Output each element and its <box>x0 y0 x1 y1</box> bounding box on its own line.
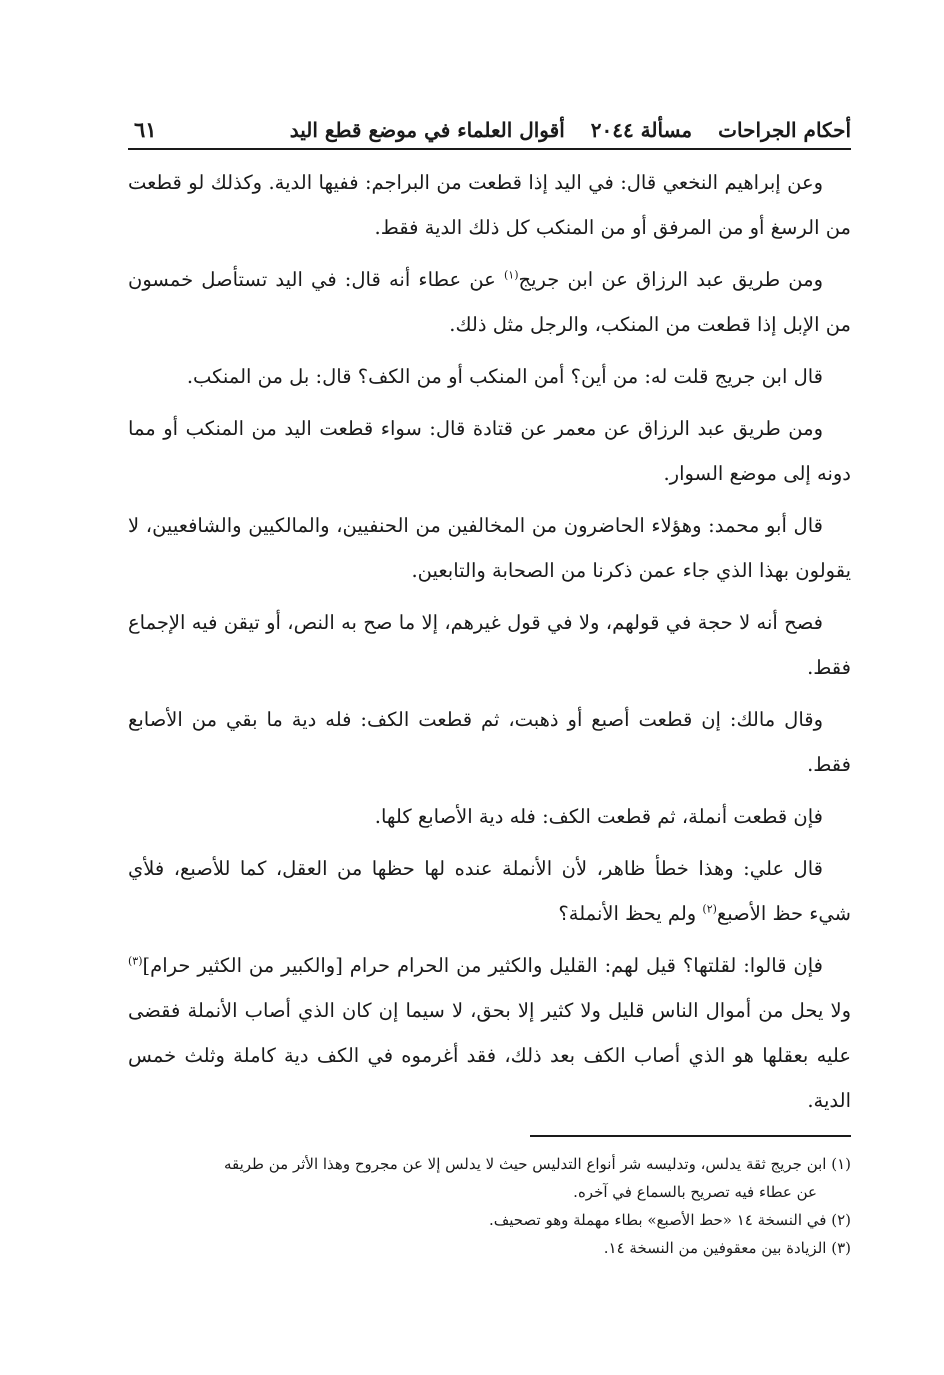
paragraph: قال علي: وهذا خطأ ظاهر، لأن الأنملة عنده لها حظها من العقل، كما للأصبع، فلأي شيء حظ الأصبع$^{(٢)}$ ولم يحظ الأنملة؟ <box>128 857 851 925</box>
running-header <box>128 98 851 142</box>
paragraph: قال أبو محمد: وهؤلاء الحاضرون من المخالفين من الحنفيين، والمالكيين والشافعيين، لا يقولون بهذا الذي جاء عمن ذكرنا من الصحابة والتابعين. <box>128 514 851 582</box>
paragraph: وقال مالك: إن قطعت أصبع أو ذهبت، ثم قطعت الكف: فله دية ما بقي من الأصابع فقط. <box>128 708 851 776</box>
footnote: (١) ابن جريج ثقة يدلس، وتدليسه شر أنواع التدليس حيث لا يدلس إلا عن مجروح وهذا الأثر من طريقه <box>223 1155 851 1173</box>
paragraph: ومن طريق عبد الرزاق عن معمر عن قتادة قال: سواء قطعت اليد من المنكب أو مما دونه إلى موضع السوار. <box>128 417 851 485</box>
section-topic: أقوال العلماء في موضع قطع اليد <box>289 118 565 142</box>
header-divider <box>128 148 851 150</box>
footnote: (٢) في النسخة ١٤ «حط الأصبع» بطاء مهملة وهو تصحيف. <box>488 1211 851 1229</box>
page-number: ٦١ <box>134 117 157 142</box>
paragraph: ومن طريق عبد الرزاق عن ابن جريج$^{(١)}$ عن عطاء أنه قال: في اليد تستأصل خمسون من الإبل إذا قطعت من المنكب، والرجل مثل ذلك. <box>128 268 851 336</box>
footnote-divider <box>530 1135 851 1137</box>
paragraph: فإن قطعت أنملة، ثم قطعت الكف: فله دية الأصابع كلها. <box>374 805 823 828</box>
paragraph: فصح أنه لا حجة في قولهم، ولا في قول غيرهم، إلا ما صح به النص، أو تيقن فيه الإجماع فقط. <box>128 611 851 679</box>
header-titles <box>290 118 851 142</box>
book-title: أحكام الجراحات <box>718 118 851 142</box>
footnote-ref: (١) <box>504 268 519 282</box>
footnote-ref: (٢) <box>702 902 717 916</box>
paragraph: فإن قالوا: لقلتها؟ قيل لهم: القليل والكثير من الحرام حرام [والكبير من الكثير حرام]$^{(٣)}$ ولا يحل من أموال الناس قليل ولا كثير إلا بحق، لا سيما إن كان الذي أصاب الأنملة فقضى عليه بعقلها هو الذي أصاب الكف بعد ذلك، فقد أغرموه في الكف دية كاملة وثلث خمس الدية. <box>128 954 851 1112</box>
footnotes <box>128 1150 851 1262</box>
issue-number: مسألة ٢٠٤٤ <box>590 118 693 142</box>
footnote-ref: (٣) <box>128 954 143 968</box>
main-text <box>128 160 851 1130</box>
paragraph: وعن إبراهيم النخعي قال: في اليد إذا قطعت من البراجم: ففيها الدية. وكذلك لو قطعت من الرسغ أو من المرفق أو من المنكب كل ذلك الدية فقط. <box>128 171 851 239</box>
paragraph: قال ابن جريج قلت له: من أين؟ أمن المنكب أو من الكف؟ قال: بل من المنكب. <box>186 365 823 388</box>
footnote-continuation: عن عطاء فيه تصريح بالسماع في آخره. <box>573 1183 817 1201</box>
footnote: (٣) الزيادة بين معقوفين من النسخة ١٤. <box>603 1239 851 1257</box>
